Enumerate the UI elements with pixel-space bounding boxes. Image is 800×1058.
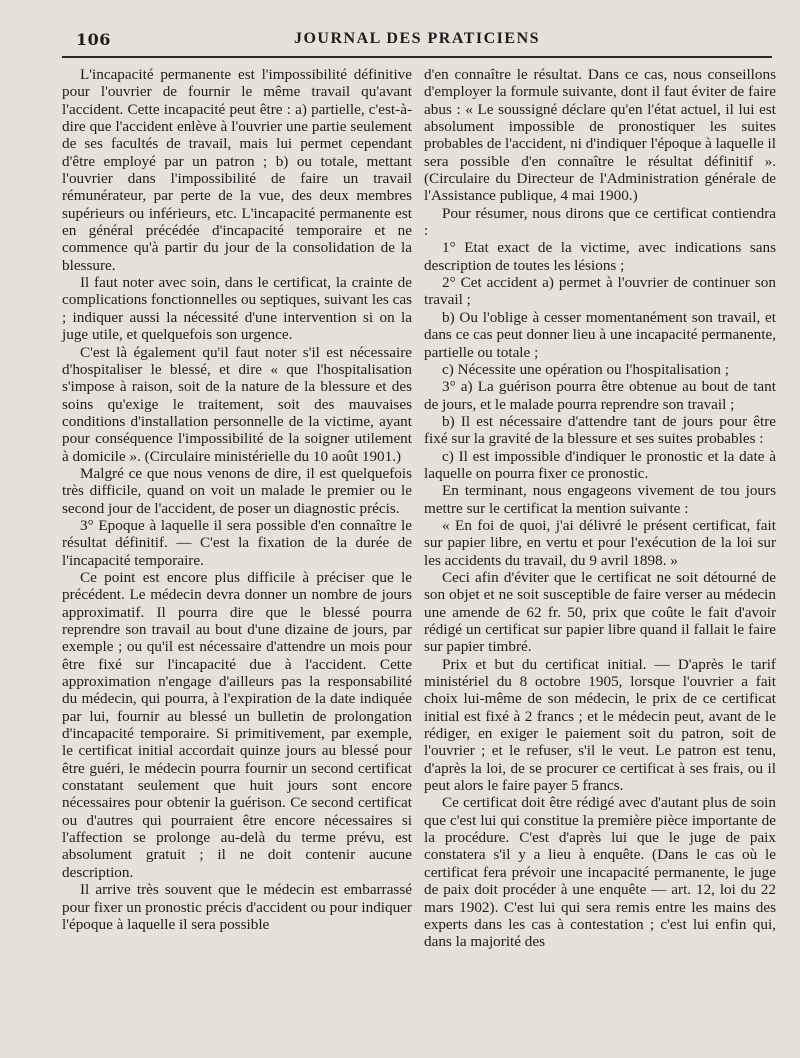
paragraph: Ce certificat doit être rédigé avec d'autant plus de soin que c'est lui qui constitue la première pièce importante de la procédure. C'est d'après lui que le juge de paix constatera s'il y a lieu à enquête. (Dans le cas où le certificat fera prévoir une incapacité permanente, le juge de paix doit procéder à une enquête — art. 12, loi du 22 mars 1902). C'est lui qui sera remis entre les mains des experts dans les cas à contestation ; c'est lui enfin qui, dans la majorité des bbox=[424, 794, 776, 951]
paragraph: 3° Epoque à laquelle il sera possible d'en connaître le résultat définitif. — C'est la fixation de la durée de l'incapacité temporaire. bbox=[62, 516, 412, 569]
paragraph: Ceci afin d'éviter que le certificat ne soit détourné de son objet et ne soit susceptible de faire verser au médecin une amende de 62 fr. 50, prix que coûte le fait d'avoir rédigé un certificat sur papier libre quand il fallait le faire sur papier timbré. bbox=[424, 568, 776, 656]
running-header bbox=[62, 28, 772, 54]
header-rule bbox=[62, 56, 772, 58]
list-item: 1° Etat exact de la victime, avec indications sans description de toutes les lésions ; bbox=[424, 239, 776, 274]
list-item: 2° Cet accident a) permet à l'ouvrier de continuer son travail ; bbox=[424, 274, 776, 309]
list-item: b) Il est nécessaire d'attendre tant de jours pour être fixé sur la gravité de la blessure et ses suites probables : bbox=[424, 412, 776, 448]
list-item: c) Nécessite une opération ou l'hospitalisation ; bbox=[442, 360, 730, 378]
paragraph: L'incapacité permanente est l'impossibilité définitive pour l'ouvrier de fournir le même travail qu'avant l'accident. Cette incapacité peut être : a) partielle, c'est-à-dire que l'accident enlève à l'ouvrier une partie seulement de ses facultés de travail, mais lui permet cependant d'être employé par un patron ; b) ou totale, mettant l'ouvrier dans l'impossibilité de faire un travail rémunérateur, par perte de la vue, des deux membres supérieurs ou inférieurs, etc. L'incapacité permanente est en général précédée d'incapacité temporaire et ne commence qu'à partir du jour de la consolidation de la blessure. bbox=[62, 66, 412, 274]
paragraph: Malgré ce que nous venons de dire, il est quelquefois très difficile, quand on voit un malade le premier ou le second jour de l'accident, de poser un diagnostic précis. bbox=[62, 464, 412, 517]
left-column bbox=[62, 66, 412, 933]
paragraph: Il arrive très souvent que le médecin est embarrassé pour fixer un pronostic précis d'accident ou pour indiquer l'époque à laquelle il sera possible bbox=[62, 881, 412, 933]
journal-title: JOURNAL DES PRATICIENS bbox=[293, 30, 541, 47]
paragraph: Prix et but du certificat initial. — D'après le tarif ministériel du 8 octobre 1905, lorsque l'ouvrier a fait choix lui-même de son médecin, le prix de ce certificat initial est fixé à 2 francs ; et le médecin peut, avant de le rédiger, en exiger le paiement soit du patron, soit de l'ouvrier ; et le refuser, s'il le veut. Le patron est tenu, d'après la loi, de se procurer ce certificat à ses frais, ou il peut alors le faire payer 5 francs. bbox=[424, 655, 776, 795]
list-item: b) Ou l'oblige à cesser momentanément son travail, et dans ce cas peut donner lieu à une incapacité permanente, partielle ou totale ; bbox=[424, 308, 776, 361]
quoted-mention: « En foi de quoi, j'ai délivré le présent certificat, fait sur papier libre, en vertu et pour l'exécution de la loi sur les accidents du travail, du 9 avril 1898. » bbox=[424, 516, 776, 569]
list-item: c) Il est impossible d'indiquer le pronostic et la date à laquelle on pourra fixer ce pronostic. bbox=[424, 447, 776, 482]
paragraph: C'est là également qu'il faut noter s'il est nécessaire d'hospitaliser le blessé, et dire « que l'hospitalisation s'impose à raison, soit de la nature de la blessure et des soins qu'exige le traitement, soit des mauvaises conditions d'installation personnelle de la victime, ayant pour conséquence l'impossibilité de la soigner utilement à domicile ». (Circulaire ministérielle du 10 août 1901.) bbox=[62, 343, 412, 465]
page-number: 106 bbox=[76, 30, 111, 49]
paragraph: d'en connaître le résultat. Dans ce cas, nous conseillons d'employer la formule suivante, dont il faut éviter de faire abus : « Le soussigné déclare qu'en l'état actuel, il lui est absolument impossible de pronostiquer les suites probables de l'accident, ni d'indiquer l'époque à laquelle il sera possible d'en connaître le résultat définitif ». (Circulaire du Directeur de l'Administration générale de l'Assistance publique, 4 mai 1900.) bbox=[424, 66, 776, 205]
paragraph: Ce point est encore plus difficile à préciser que le précédent. Le médecin devra donner un nombre de jours approximatif. Il pourra dire que le blessé pourra reprendre son travail au bout d'une dizaine de jours, par exemple ; ou qu'il est nécessaire d'attendre un mois pour être fixé sur l'incapacité due à l'accident. Cette approximation n'engage d'ailleurs pas la responsabilité du médecin, qui pourra, à l'expiration de la date indiquée par lui, fournir au blessé un bulletin de prolongation d'incapacité temporaire. Si primitivement, par exemple, le certificat initial accordait quinze jours au blessé pour être guéri, le médecin pourra fournir un second certificat constatant seulement que huit jours sont encore nécessaires pour obtenir la guérison. Ce second certificat ou d'autres qui pourraient être encore nécessaires si l'affection se prolonge au-delà du terme prévu, est absolument gratuit ; il ne doit contenir aucune description. bbox=[62, 568, 412, 881]
paragraph: Il faut noter avec soin, dans le certificat, la crainte de complications fonctionnelles ou septiques, suivant les cas ; indiquer aussi la nécessité d'une intervention si on la juge utile, et quelquefois son urgence. bbox=[62, 274, 412, 344]
paragraph: En terminant, nous engageons vivement de tou jours mettre sur le certificat la mention suivante : bbox=[424, 482, 776, 517]
list-item: 3° a) La guérison pourra être obtenue au bout de tant de jours, et le malade pourra reprendre son travail ; bbox=[424, 378, 776, 413]
right-column bbox=[424, 66, 776, 951]
paragraph: Pour résumer, nous dirons que ce certificat contiendra : bbox=[424, 204, 776, 240]
